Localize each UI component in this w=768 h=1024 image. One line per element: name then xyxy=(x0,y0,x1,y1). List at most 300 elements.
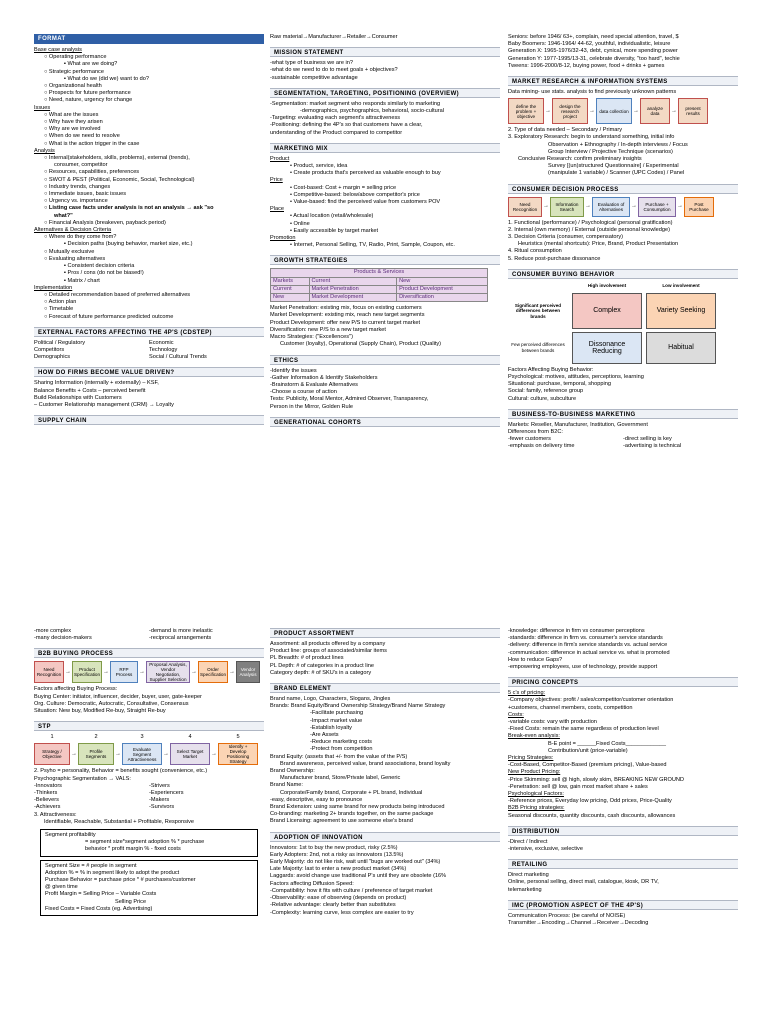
b2b-item: -reciprocal arrangements xyxy=(149,635,212,642)
b2b-pair xyxy=(34,628,264,635)
vals-item: -Strivers xyxy=(149,782,170,789)
box-line: Adoption % = % in segment likely to adopt the product xyxy=(45,869,180,876)
cdp-step: Purchase + Consumption xyxy=(638,197,676,217)
list-item: ▪ What are we doing? xyxy=(64,61,118,68)
vals-row xyxy=(34,790,264,797)
cdp-step: Information Search xyxy=(550,197,584,217)
external-item: Economic xyxy=(149,339,174,346)
adoption-line: Late Majority: last to enter a new product market (34%) xyxy=(270,866,407,873)
adoption-line: -Relative advantage: clearly better than substitutes xyxy=(270,902,396,909)
list-item: -Reference prices, Everyday low pricing, Odd prices, Price-Quality xyxy=(508,798,672,805)
list-item: Manufacturer brand, Store/Private label, Generic xyxy=(280,775,401,782)
list-item: -Protect from competition xyxy=(310,746,373,753)
grid-cell: New xyxy=(397,277,488,285)
vals-item: -Experiencers xyxy=(149,790,184,797)
generational-line: Tweens: 1996-2000/8-12, buying power, food + drinks + games xyxy=(508,62,665,69)
list-item: Brand Name: xyxy=(270,782,303,789)
buying-behavior-matrix xyxy=(508,282,738,364)
assortment-line: PL Depth: # of categories in a product line xyxy=(270,662,374,669)
ethics-line: -Choose a course of action xyxy=(270,389,337,396)
adoption-section xyxy=(270,832,500,917)
column-2 xyxy=(270,34,500,433)
ethics-line: Tests: Publicity, Moral Mentor, Admired Observer, Transparency, xyxy=(270,396,429,403)
stp-step: Evaluate Segment Attractiveness xyxy=(122,743,162,765)
mission-section xyxy=(270,47,500,82)
supply-chain-flow xyxy=(270,34,500,41)
ethics-line: -Identify the issues xyxy=(270,367,317,374)
step-number: 1 xyxy=(50,734,54,741)
b2b-step: Need Recognition xyxy=(34,661,64,683)
box-line: Profit Margin = Selling Price – Variable Costs xyxy=(45,891,157,898)
stp-line: 2. Psyho = personality, Behavior = benefits sought (convenience, etc.) xyxy=(34,768,208,775)
gaps-line: -standards: difference in firm vs. consumer's service standards xyxy=(508,635,663,642)
list-item: ○ Organizational health xyxy=(44,83,102,90)
external-item: Technology xyxy=(149,346,178,353)
retailing-line: Direct marketing xyxy=(508,872,549,879)
list-item: Brand awareness, perceived value, brand associations, brand loyalty xyxy=(280,760,451,767)
grid-cell: New xyxy=(271,294,310,302)
adoption-heading: ADOPTION OF INNOVATION xyxy=(270,832,500,842)
cbb-line: Cultural: culture, subculture xyxy=(508,395,577,402)
list-item: ○ Operating performance xyxy=(44,54,107,61)
list-item: Alternatives & Decision Criteria xyxy=(34,227,112,234)
arrow-icon: → xyxy=(139,668,145,675)
list-item: Place xyxy=(270,206,284,213)
vals-item: -Believers xyxy=(34,797,59,804)
cdp-line: Heuristics (mental shortcuts): Price, Brand, Product Presentation xyxy=(518,241,679,248)
cdp-line: 5. Reduce post-purchase dissonance xyxy=(508,255,601,262)
box-line: @ given time xyxy=(45,884,78,891)
step-number: 2 xyxy=(94,734,98,741)
step-number: 4 xyxy=(188,734,192,741)
step-number: 5 xyxy=(236,734,240,741)
vals-row xyxy=(34,804,264,811)
imc-section xyxy=(508,900,738,927)
retailing-section xyxy=(508,859,738,894)
assortment-line: Category depth: # of SKU's in a category xyxy=(270,669,372,676)
list-item: Issues xyxy=(34,104,51,111)
imc-line: Communication Process: (be careful of NOISE) xyxy=(508,912,626,919)
stp-step: Select Target Market xyxy=(170,743,210,765)
list-item: -Facilitate purchasing xyxy=(310,710,364,717)
mission-line: -sustainable competitive advantage xyxy=(270,74,358,81)
research-line: Conclusive Research: confirm preliminary insights xyxy=(518,156,642,163)
b2b-line: Markets: Reseller, Manufacturer, Institution, Government xyxy=(508,421,648,428)
box-line: Segment Size = # people in segment xyxy=(45,862,137,869)
retailing-line: Online, personal selling, direct mail, catalogue, kiosk, DR TV, xyxy=(508,879,659,886)
research-section xyxy=(508,76,738,178)
external-row xyxy=(34,354,264,361)
gaps-line: How to reduce Gaps? xyxy=(508,656,563,663)
arrow-icon: → xyxy=(163,750,169,757)
list-item: -variable costs: vary with production xyxy=(508,719,597,726)
b2b-pair xyxy=(34,635,264,642)
assortment-heading: PRODUCT ASSORTMENT xyxy=(270,628,500,638)
page-1 xyxy=(0,34,768,574)
stp-line: Identifiable, Reachable, Substantial + Profitable, Responsive xyxy=(44,818,195,825)
list-item: Brand Licensing: agreement to use someone else's brand xyxy=(270,818,413,825)
arrow-icon: → xyxy=(677,203,683,210)
research-step: define the problem + objective xyxy=(508,98,544,124)
stp-overview-line: -Positioning: defining the 4P's so that customers have a clear, xyxy=(270,122,423,129)
vals-item: -Thinkers xyxy=(34,790,58,797)
complex-cell: Complex xyxy=(572,293,642,329)
growth-line: Market Development: existing mix, reach new target segments xyxy=(270,312,425,319)
product-market-grid xyxy=(270,268,488,302)
variety-seeking-cell: Variety Seeking xyxy=(646,293,716,329)
gaps-line: -knowledge: difference in firm vs consumer perceptions xyxy=(508,628,645,634)
cbb-heading: CONSUMER BUYING BEHAVIOR xyxy=(508,269,738,279)
b2b-pair xyxy=(508,443,738,450)
stp-step: Profile Segments xyxy=(78,743,114,765)
stp-overview-line: understanding of the Product compared to competitor xyxy=(270,129,403,136)
research-line: Survey [(un)structured Questionnaire] / Experimental xyxy=(548,163,679,170)
list-item: Pricing Strategies: xyxy=(508,755,554,762)
adoption-line: Laggards: avoid change use traditional P's until they are obsolete (16% xyxy=(270,873,447,880)
matrix-corner xyxy=(508,282,568,290)
b2b-pair xyxy=(508,436,738,443)
stp-step: Strategy / Objective xyxy=(34,743,70,765)
list-item: • Cost-based: Cost + margin = selling price xyxy=(290,184,397,191)
cdp-section xyxy=(508,184,738,263)
cbb-line: Situational: purchase, temporal, shopping xyxy=(508,381,611,388)
arrow-icon: → xyxy=(545,107,551,114)
value-driven-line: Balance Benefits + Costs – perceived benefit xyxy=(34,387,146,394)
stp-step: Identify + Develop Positioning Strategy xyxy=(218,743,258,765)
vals-item: -Innovators xyxy=(34,782,62,789)
list-item: Brand Extension: using same brand for new products being introduced xyxy=(270,804,445,811)
growth-line: Macro Strategies: ("Excellences") xyxy=(270,334,353,341)
list-item: B2B Pricing strategies: xyxy=(508,805,565,812)
cbb-line: Factors Affecting Buying Behavior: xyxy=(508,366,594,373)
assortment-line: PL Breadth: # of product lines xyxy=(270,655,344,662)
list-item: Brand Ownership: xyxy=(270,768,315,775)
box-line: Segment profitability xyxy=(45,832,96,839)
cdp-step: Evaluation of Alternatives xyxy=(592,197,630,217)
list-item: ○ Industry trends, changes xyxy=(44,183,111,190)
mission-heading: MISSION STATEMENT xyxy=(270,47,500,57)
stp-overview-heading: SEGMENTATION, TARGETING, POSITIONING (OVERVIEW) xyxy=(270,88,500,98)
growth-heading: GROWTH STRATEGIES xyxy=(270,255,500,265)
supply-chain-line: Raw material→Manufacturer→Retailer→Consumer xyxy=(270,34,398,40)
value-driven-heading: HOW DO FIRMS BECOME VALUE DRIVEN? xyxy=(34,367,264,377)
vals-item: -Makers xyxy=(149,797,170,804)
stp-heading: STP xyxy=(34,721,264,731)
list-item: -Are Assets xyxy=(310,732,339,739)
page-2 xyxy=(0,628,768,1024)
external-item: Social / Cultural Trends xyxy=(149,354,207,361)
external-row xyxy=(34,340,264,347)
b2b-process-line: Factors affecting Buying Process: xyxy=(34,686,118,693)
b2b-continued xyxy=(34,628,264,642)
list-item: Brand name, Logo, Characters, Slogans, Jingles xyxy=(270,696,391,703)
b2b-item: -many decision-makers xyxy=(34,635,92,642)
cdp-step: Post Purchase xyxy=(684,197,714,217)
arrow-icon: → xyxy=(65,668,71,675)
pricing-heading: PRICING CONCEPTS xyxy=(508,677,738,687)
stp-number-row xyxy=(34,734,264,741)
box-line: Fixed Costs = Fixed Costs (eg. Advertising) xyxy=(45,905,153,912)
b2b-item: -fewer customers xyxy=(508,436,551,443)
list-item: ○ Financial Analysis (breakeven, payback period) xyxy=(44,219,166,226)
supply-chain-heading: SUPPLY CHAIN xyxy=(34,415,264,425)
distribution-heading: DISTRIBUTION xyxy=(508,826,738,836)
box-line: Selling Price xyxy=(115,898,147,905)
research-line: 2. Type of data needed – Secondary / Primary xyxy=(508,127,623,134)
list-item: ○ Timetable xyxy=(44,306,74,313)
list-item: -Cost-Based, Competitor-Based (premium pricing), Value-based xyxy=(508,762,667,769)
ethics-line: -Brainstorm & Evaluate Alternatives xyxy=(270,381,358,388)
column-4 xyxy=(34,628,264,922)
format-section xyxy=(34,34,264,321)
list-item: B-E point = ______Fixed Costs_____________ xyxy=(548,740,667,747)
pricing-section xyxy=(508,677,738,820)
distribution-line: -intensive, exclusive, selective xyxy=(508,846,583,853)
list-item: what?" xyxy=(54,212,73,219)
supply-chain-section xyxy=(34,415,264,425)
cdp-line: 3. Decision Criteria (consumer, compensatory) xyxy=(508,234,624,241)
vals-item: -Achievers xyxy=(34,804,61,811)
list-item: 5 c's of pricing: xyxy=(508,690,546,697)
research-step: present results xyxy=(678,98,708,124)
list-item: • Competitive-based: below/above competitor's price xyxy=(290,191,420,198)
ethics-line: -Gather Information & Identify Stakeholders xyxy=(270,374,378,381)
list-item: ○ Need, nature, urgency for change xyxy=(44,97,133,104)
ethics-section xyxy=(270,355,500,411)
cdp-line: 2. Internal (own memory) / External (outside personal knowledge) xyxy=(508,226,670,233)
adoption-line: -Compatibility: how it fits with culture / preference of target market xyxy=(270,887,433,894)
low-involvement-label: Low involvement xyxy=(662,283,700,289)
adoption-line: Innovators: 1st to buy the new product, risky (2.5%) xyxy=(270,844,398,851)
box-line: = segment size*segment adoption % * purchase xyxy=(85,839,205,846)
b2b-process-heading: B2B BUYING PROCESS xyxy=(34,648,264,658)
research-line: 3. Exploratory Research: begin to understand something, initial info xyxy=(508,134,675,141)
vals-row xyxy=(34,783,264,790)
dissonance-reducing-cell: Dissonance Reducing xyxy=(572,332,642,364)
external-item: Political / Regulatory xyxy=(34,339,85,346)
research-step: data collection xyxy=(596,98,632,124)
list-item: Brand Equity: (assets that +/- from the value of the P/S) xyxy=(270,753,408,760)
research-process-flow xyxy=(508,98,738,124)
marketing-mix-list xyxy=(270,156,500,250)
adoption-line: -Observability: ease of observing (depends on product) xyxy=(270,895,407,902)
value-driven-section xyxy=(34,367,264,409)
retailing-heading: RETAILING xyxy=(508,859,738,869)
list-item: -Establish loyalty xyxy=(310,724,352,731)
column-5 xyxy=(270,628,500,923)
arrow-icon: → xyxy=(631,203,637,210)
b2b-process-flow xyxy=(34,661,264,683)
list-item: ○ Why are we involved xyxy=(44,126,101,133)
cbb-section xyxy=(508,269,738,403)
b2b-process-section xyxy=(34,648,264,715)
b2b-item: -demand is more inelastic xyxy=(149,628,213,634)
cbb-line: Psychological: motives, attitudes, perceptions, learning xyxy=(508,374,644,381)
list-item: ○ Strategic performance xyxy=(44,68,104,75)
research-line: Observation + Ethnography / In-depth interviews / Focus xyxy=(548,141,688,148)
cdp-line: 4. Ritual consumption xyxy=(508,248,562,255)
list-item: ○ Listing case facts under analysis is not an analysis → ask "so xyxy=(44,205,214,212)
stp-overview-line: -Targeting: evaluating each segment's attractiveness xyxy=(270,115,401,122)
list-item: Brands: Brand Equity/Brand Ownership Strategy/Brand Name Strategy xyxy=(270,703,446,710)
stp-overview-line: -demographics, psychographics, behavioral, socio-cultural xyxy=(300,108,444,115)
list-item: consumer, competitor xyxy=(54,162,108,169)
list-item: Corporate/Family brand, Corporate + PL brand, Individual xyxy=(280,789,423,796)
b2b-process-line: Org. Culture: Democratic, Autocratic, Consultative, Consensus xyxy=(34,700,189,707)
format-heading: FORMAT xyxy=(34,34,264,44)
arrow-icon: → xyxy=(543,203,549,210)
stp-process-flow xyxy=(34,743,264,765)
gaps-line: -delivery: difference in firm's service standards vs. actual service xyxy=(508,642,668,649)
generational-line: Generation Y: 1977-1995/13-31, celebrate diversity, "too hard", techie xyxy=(508,55,680,62)
list-item: ▪ Matrix / chart xyxy=(64,277,100,284)
arrow-icon: → xyxy=(589,107,595,114)
format-list xyxy=(34,47,264,321)
cbb-line: Social: family, reference group xyxy=(508,388,584,395)
list-item: -Impact market value xyxy=(310,717,363,724)
list-item: Base case analysis xyxy=(34,47,82,53)
mission-line: -what type of business we are in? xyxy=(270,60,354,67)
b2b-step: Order Specification xyxy=(198,661,228,683)
b2b-step: Proposal Analysis, Vendor Negotiation, Supplier Selection xyxy=(146,661,190,683)
segment-formula-box xyxy=(40,860,258,916)
ethics-heading: ETHICS xyxy=(270,355,500,365)
b2b-process-line: Situation: New buy, Modified Re-buy, Straight Re-buy xyxy=(34,708,166,715)
list-item: ○ Mutually exclusive xyxy=(44,248,95,255)
generational-line: Seniors: before 1946/ 63+, complain, need special attention, travel, $ xyxy=(508,34,679,40)
grid-cell: Product Development xyxy=(397,285,488,293)
cdp-process-flow xyxy=(508,197,738,217)
list-item: ○ Resources, capabilities, preferences xyxy=(44,169,140,176)
external-item: Demographics xyxy=(34,354,71,361)
high-involvement-label: High involvement xyxy=(587,283,627,289)
arrow-icon: → xyxy=(71,750,77,757)
list-item: Contribution/unit (price-variable) xyxy=(548,747,628,754)
brand-list xyxy=(270,696,500,826)
research-step: analyze data xyxy=(640,98,670,124)
step-number: 3 xyxy=(140,734,144,741)
list-item: • Easily accessible by target market xyxy=(290,227,379,234)
research-intro: Data mining- use stats. analysis to find previously unknown patterns xyxy=(508,89,677,96)
adoption-line: Early Adopters: 2nd, not a risky as innovators (13.5%) xyxy=(270,851,404,858)
list-item: ○ Urgency vs. importance xyxy=(44,198,108,205)
stp-section xyxy=(34,721,264,916)
list-item: • Create products that's perceived as valuable enough to buy xyxy=(290,170,441,177)
list-item: ▪ What do we (did we) want to do? xyxy=(64,75,149,82)
b2b-line: Differences from B2C: xyxy=(508,429,563,436)
arrow-icon: → xyxy=(115,750,121,757)
list-item: ○ What are the issues xyxy=(44,111,99,118)
grid-cell: Current xyxy=(309,277,397,285)
grid-cell: Market Penetration xyxy=(309,285,397,293)
generational-list xyxy=(508,34,738,70)
list-item: • Product, service, idea xyxy=(290,163,348,170)
grid-cell: Current xyxy=(271,285,310,293)
marketing-mix-section xyxy=(270,143,500,250)
distribution-line: -Direct / Indirect xyxy=(508,838,548,845)
external-factors-heading: EXTERNAL FACTORS AFFECTING THE 4P'S (CDSTEP) xyxy=(34,327,264,337)
growth-line: Market Penetration: existing mix, focus on existing customers xyxy=(270,305,422,312)
growth-line: Customer (loyalty), Operational (Supply Chain), Product (Quality) xyxy=(280,341,442,348)
list-item: -Penetration: sell @ low, gain most market share + sales xyxy=(508,783,648,790)
adoption-line: -Complexity: learning curve, less complex are easier to try xyxy=(270,909,414,916)
adoption-line: Factors affecting Diffusion Speed: xyxy=(270,880,354,887)
arrow-icon: → xyxy=(229,668,235,675)
column-3 xyxy=(508,34,738,457)
list-item: ○ Where do they come from? xyxy=(44,234,117,241)
box-line: behavior * profit margin % - fixed costs xyxy=(85,846,181,853)
list-item: -Company objectives: profit / sales/competitor/customer orientation xyxy=(508,697,674,704)
research-heading: MARKET RESEARCH & INFORMATION SYSTEMS xyxy=(508,76,738,86)
ethics-line: Person in the Mirror, Golden Rule xyxy=(270,403,354,410)
list-item: -Reduce marketing costs xyxy=(310,739,372,746)
grid-header: Products & Services xyxy=(271,269,488,277)
arrow-icon: → xyxy=(103,668,109,675)
generational-section xyxy=(270,417,500,427)
list-item: -Fixed Costs: remain the same regardless of production level xyxy=(508,726,659,733)
list-item: -easy, descriptive, easy to pronounce xyxy=(270,796,363,803)
research-line: (manipulate 1 variable) / Scanner (UPC Codes) / Panel xyxy=(548,170,685,177)
list-item: ○ Immediate issues, basic issues xyxy=(44,191,127,198)
list-item: -Price Skimming: sell @ high, slowly skim, BREAKING NEW GROUND xyxy=(508,776,685,783)
list-item: • Internet, Personal Selling, TV, Radio, Print, Sample, Coupon, etc. xyxy=(290,242,455,249)
list-item: • Online xyxy=(290,220,310,227)
cdp-heading: CONSUMER DECISION PROCESS xyxy=(508,184,738,194)
external-factors-section xyxy=(34,327,264,362)
list-item: ○ Prospects for future performance xyxy=(44,90,131,97)
column-1 xyxy=(34,34,264,431)
list-item: Co-branding: marketing 2+ brands together, on the same package xyxy=(270,811,434,818)
b2b-step: Product Specification xyxy=(72,661,102,683)
list-item: Psychological Factors: xyxy=(508,791,564,798)
list-item: +customers, channel members, costs, competition xyxy=(508,704,633,711)
imc-heading: IMC (PROMOTION ASPECT OF THE 4P'S) xyxy=(508,900,738,910)
list-item: ○ Detailed recommendation based of preferred alternatives xyxy=(44,291,191,298)
b2b-heading: BUSINESS-TO-BUSINESS MARKETING xyxy=(508,409,738,419)
list-item: Price xyxy=(270,177,283,184)
value-driven-line: Build Relationships with Customers xyxy=(34,394,122,401)
brand-heading: BRAND ELEMENT xyxy=(270,683,500,693)
stp-overview-line: -Segmentation: market segment who responds similarly to marketing xyxy=(270,100,441,107)
stp-overview-section xyxy=(270,88,500,137)
list-item: ○ When do we need to resolve xyxy=(44,133,120,140)
assortment-line: Assortment: all products offered by a company xyxy=(270,641,386,647)
value-driven-line: – Customer Relationship management (CRM) → Loyalty xyxy=(34,401,174,408)
arrow-icon: → xyxy=(211,750,217,757)
significant-differences-label: Significant perceived differences between brands xyxy=(514,302,562,319)
list-item: ▪ Consistent decision criteria xyxy=(64,263,135,270)
grid-cell: Market Development xyxy=(309,294,397,302)
segment-profitability-box xyxy=(40,829,258,857)
growth-line: Diversification: new P/S to a new target market xyxy=(270,326,386,333)
list-item: ▪ Pros / cons (do not be biased!) xyxy=(64,270,144,277)
list-item: ○ Internal(stakeholders, skills, problems), external (trends), xyxy=(44,155,190,162)
stp-line: 3. Attractiveness: xyxy=(34,811,77,818)
brand-section xyxy=(270,683,500,826)
b2b-item: -direct selling is key xyxy=(623,436,672,443)
few-differences-label: Few perceived differences between brands xyxy=(511,342,565,353)
gaps-line: -empowering employees, use of technology, provide support xyxy=(508,664,658,671)
b2b-section xyxy=(508,409,738,451)
marketing-mix-heading: MARKETING MIX xyxy=(270,143,500,153)
list-item: • Value-based: find the perceived value from customers POV xyxy=(290,199,441,206)
list-item: Seasonal discounts, quantity discounts, cash discounts, allowances xyxy=(508,812,676,819)
cdp-step: Need Recognition xyxy=(508,197,542,217)
external-item: Competitors xyxy=(34,346,65,353)
retailing-line: telemarketing xyxy=(508,886,542,893)
mission-line: -what do we need to do to meet goals + objectives? xyxy=(270,67,398,74)
list-item: ○ SWOT & PEST (Political, Economic, Social, Technological) xyxy=(44,176,195,183)
